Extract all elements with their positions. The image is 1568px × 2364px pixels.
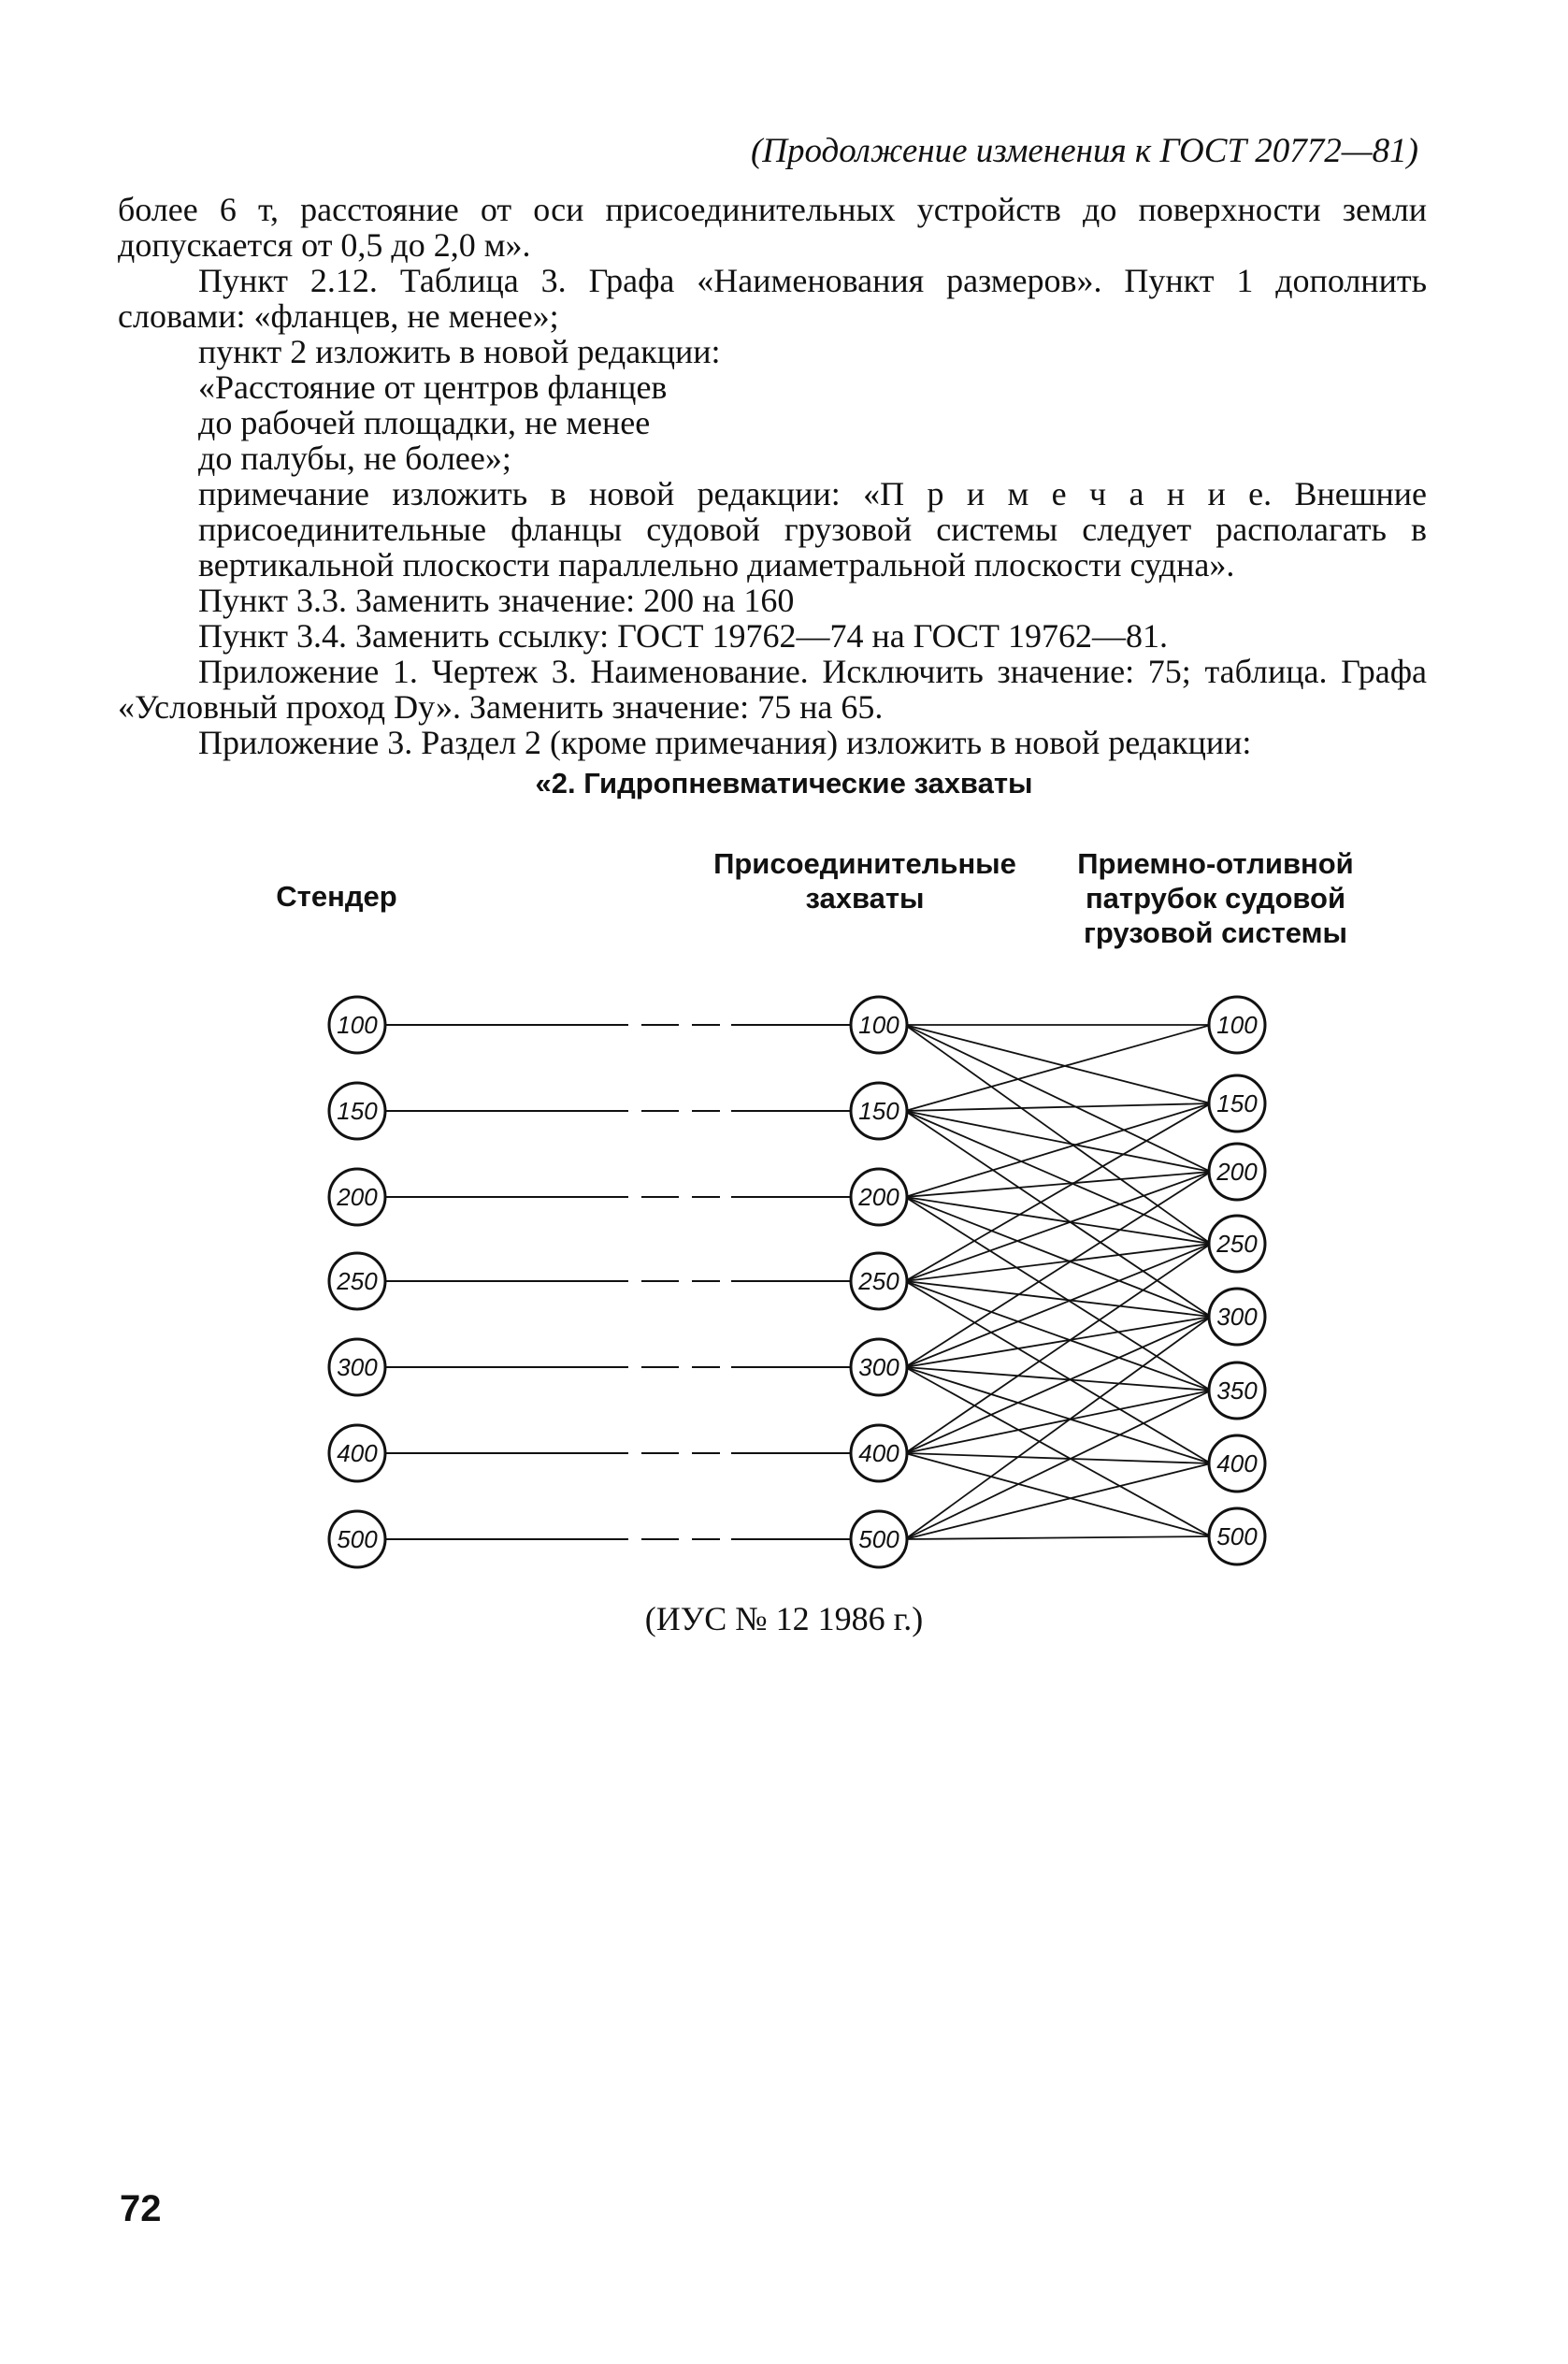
page-number: 72 (120, 2188, 162, 2229)
stender-node-label: 250 (337, 1267, 378, 1295)
paragraph: «Расстояние от центров фланцев (198, 368, 668, 406)
connection-line (905, 1453, 1211, 1463)
ius-reference: (ИУС № 12 1986 г.) (644, 1600, 924, 1637)
connection-line (905, 1281, 1211, 1391)
connect-node-label: 150 (858, 1097, 899, 1125)
paragraph: более 6 т, расстояние от оси присоединительных устройств до поверхности земли допускается от 0,5 до 2,0 м». (118, 191, 1427, 264)
ship-node-label: 200 (1216, 1158, 1258, 1186)
ship-node-label: 500 (1216, 1522, 1258, 1550)
connection-line (905, 1367, 1211, 1463)
stender-node-label: 300 (337, 1353, 378, 1381)
connect-node-label: 200 (858, 1183, 899, 1211)
column-header-stender: Стендер (276, 880, 397, 913)
paragraph: Приложение 3. Раздел 2 (кроме примечания) изложить в новой редакции: (198, 724, 1252, 761)
paragraph: пункт 2 изложить в новой редакции: (198, 333, 721, 370)
paragraph: Приложение 1. Чертеж 3. Наименование. Исключить значение: 75; таблица. Графа «Условный проход Dу». Заменить значение: 75 на 65. (118, 653, 1427, 726)
connection-line (905, 1317, 1211, 1367)
stender-node-label: 500 (337, 1525, 378, 1553)
connect-node-label: 300 (858, 1353, 899, 1381)
connect-node-label: 400 (858, 1439, 899, 1467)
connection-line (905, 1197, 1211, 1244)
connect-node-label: 250 (858, 1267, 899, 1295)
stender-node-label: 100 (337, 1011, 378, 1039)
stender-node-label: 150 (337, 1097, 378, 1125)
connection-line (905, 1025, 1211, 1103)
ship-node-label: 300 (1216, 1303, 1258, 1331)
ship-node-label: 250 (1216, 1230, 1258, 1258)
ship-node-label: 350 (1216, 1377, 1258, 1405)
stender-node-label: 200 (337, 1183, 378, 1211)
section-title: «2. Гидропневматические захваты (535, 767, 1033, 800)
ship-node-label: 150 (1216, 1089, 1258, 1117)
paragraph: до палубы, не более»; (198, 440, 511, 477)
column-header-connect: Присоединительные захваты (713, 847, 1016, 915)
column-header-ship: Приемно-отливной патрубок судовой грузовой системы (1077, 847, 1354, 949)
connection-line (905, 1367, 1211, 1536)
connection-line (905, 1536, 1211, 1539)
paragraph: Пункт 3.4. Заменить ссылку: ГОСТ 19762—74 на ГОСТ 19762—81. (198, 617, 1169, 655)
connection-line (905, 1463, 1211, 1539)
paragraph: до рабочей площадки, не менее (198, 404, 651, 441)
paragraph: Пункт 2.12. Таблица 3. Графа «Наименования размеров». Пункт 1 дополнить словами: «фланцев, не менее»; (118, 262, 1427, 335)
connect-node-label: 100 (858, 1011, 899, 1039)
connection-line (905, 1367, 1211, 1391)
connection-line (905, 1025, 1211, 1244)
connection-line (905, 1103, 1211, 1111)
connect-node-label: 500 (858, 1525, 899, 1553)
paragraph: Пункт 3.3. Заменить значение: 200 на 160 (198, 582, 795, 619)
ship-node-label: 400 (1216, 1449, 1258, 1478)
connection-line (905, 1317, 1211, 1539)
stender-node-label: 400 (337, 1439, 378, 1467)
ship-node-label: 100 (1216, 1011, 1258, 1039)
paragraph: примечание изложить в новой редакции: «П р и м е ч а н и е. Внешние присоединительные фланцы судовой грузовой системы следует располагать в вертикальной плоскости параллельно диаметральной плоскости судна». (198, 475, 1427, 584)
connection-line (905, 1281, 1211, 1463)
continuation-header: (Продолжение изменения к ГОСТ 20772—81) (750, 132, 1418, 170)
